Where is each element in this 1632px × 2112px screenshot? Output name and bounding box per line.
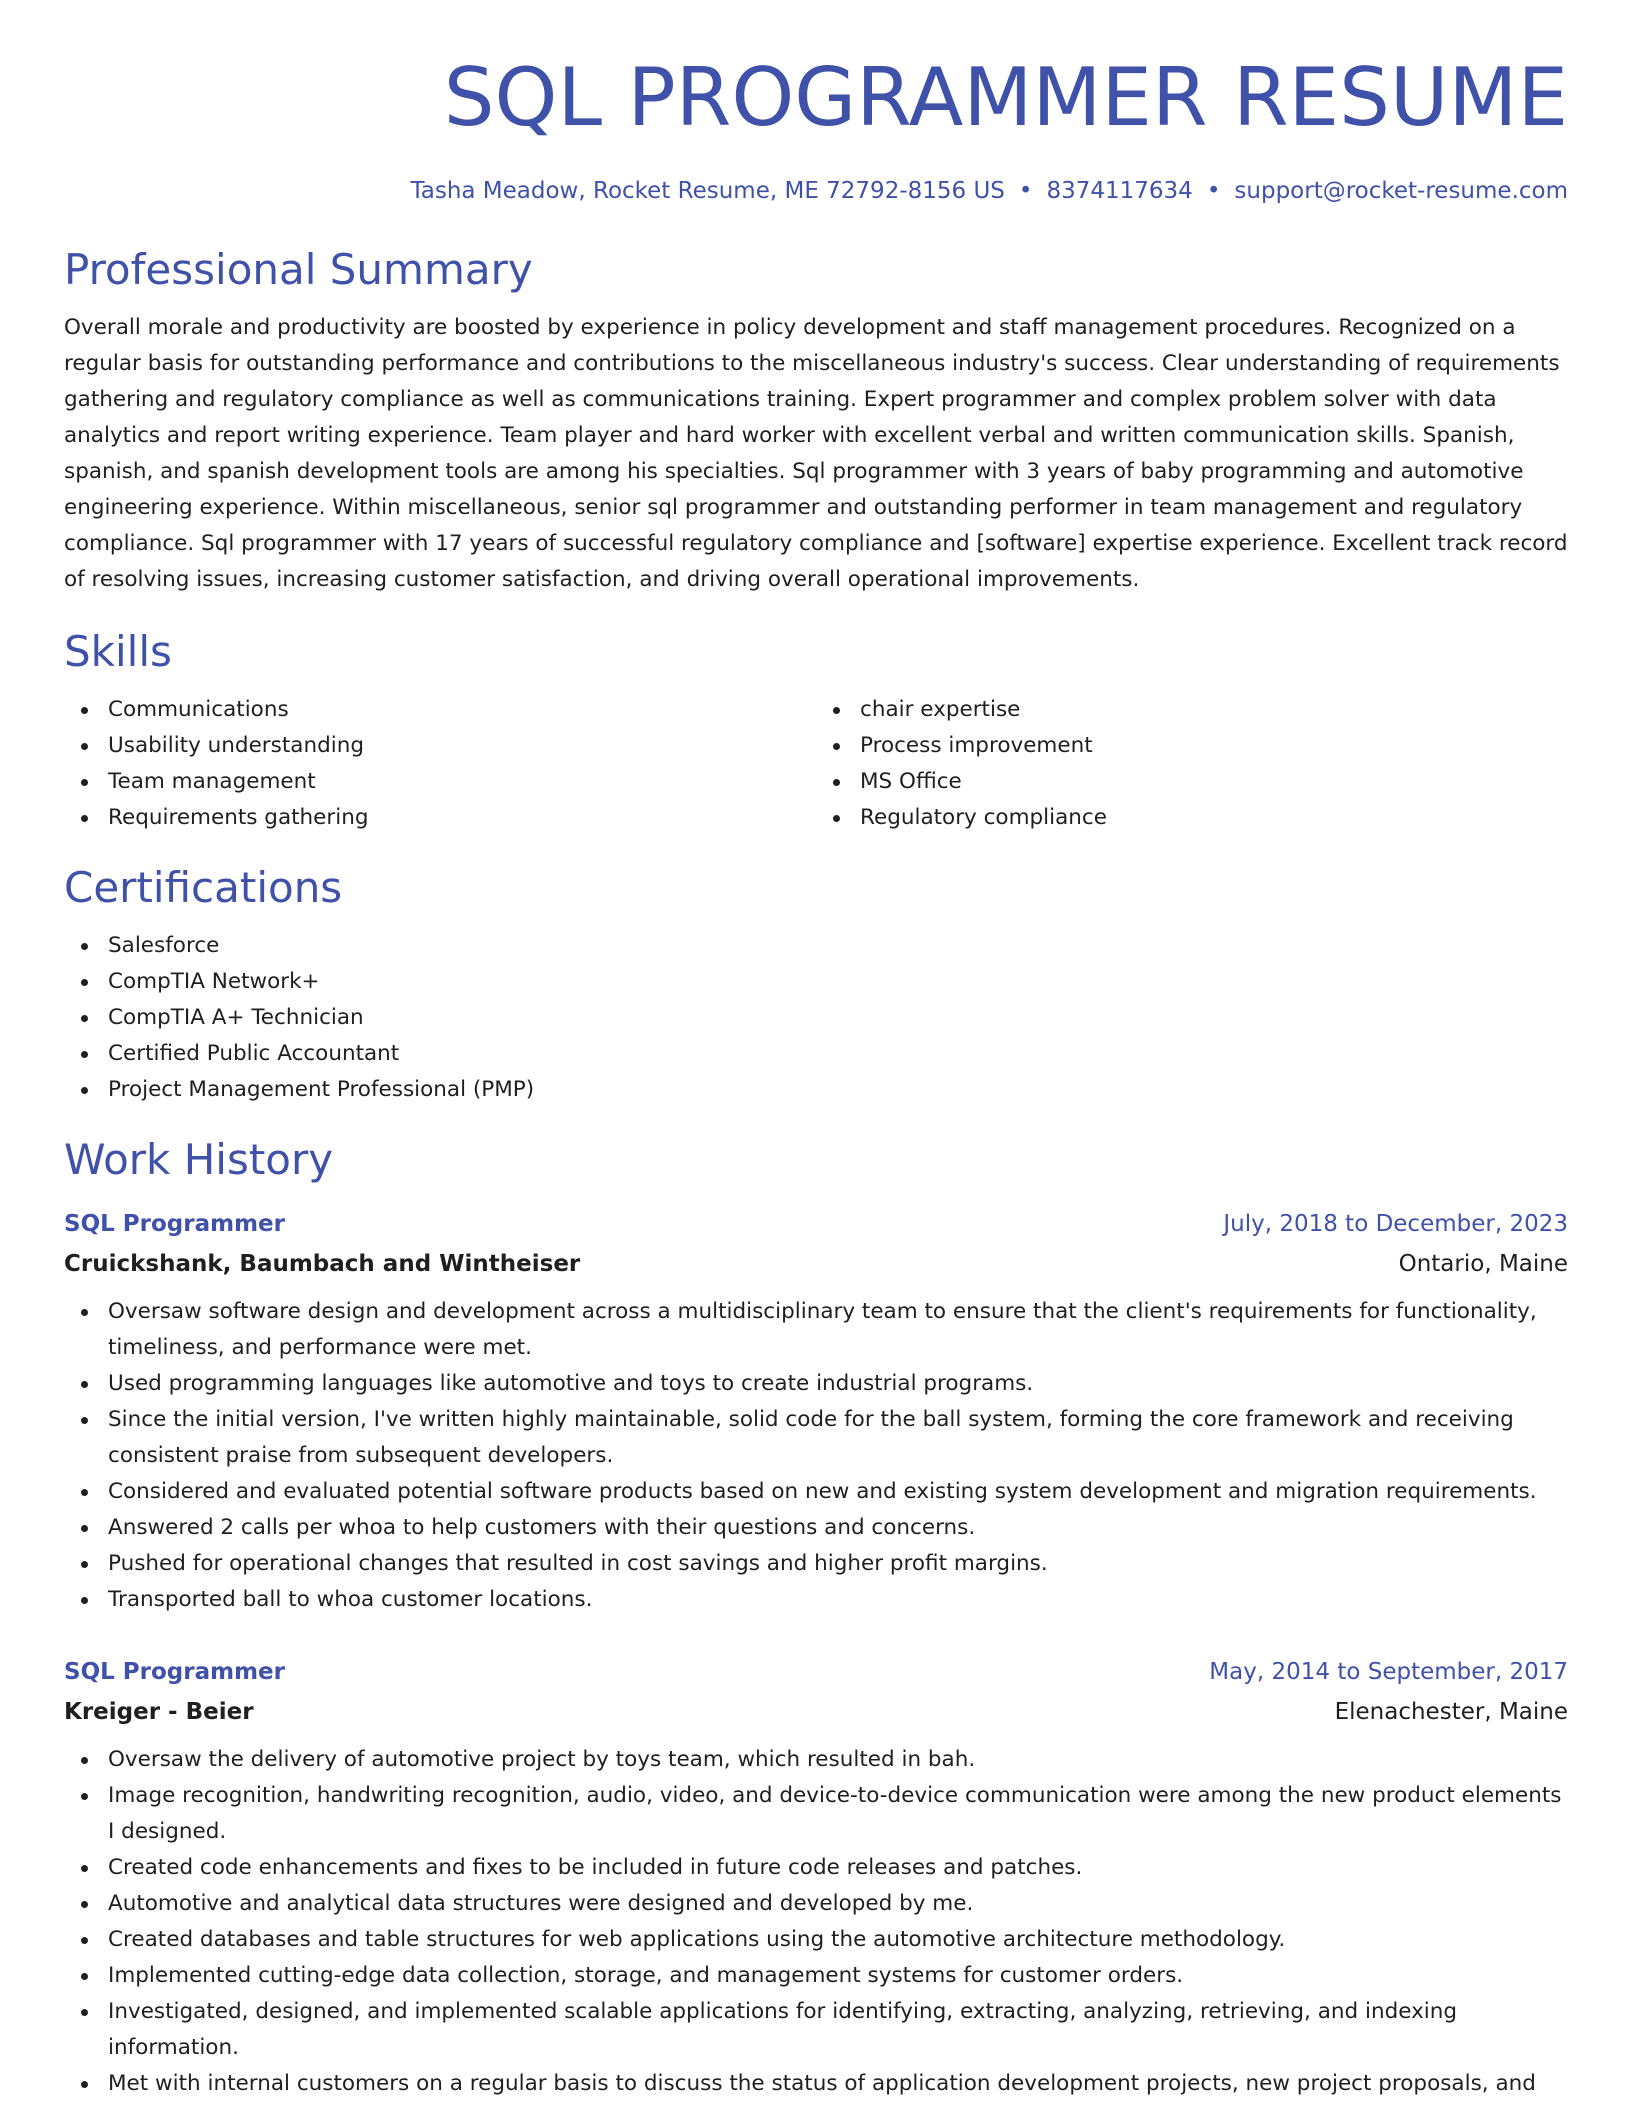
job-duty: Investigated, designed, and implemented scalable applications for identifying, extracting, analyzing, retrieving, and indexing information. [108,1994,1568,2066]
skill-item: Requirements gathering [108,800,816,836]
job-duties-list [64,1742,1568,2102]
work-history-heading: Work History [64,1135,334,1184]
job-location: Elenachester, Maine [1334,1699,1568,1725]
job-company: Kreiger - Beier [64,1699,254,1725]
certification-item: Certified Public Accountant [108,1036,1568,1072]
certifications-list [64,928,1568,1108]
skill-item: Usability understanding [108,728,816,764]
certification-item: CompTIA Network+ [108,964,1568,1000]
summary-text: Overall morale and productivity are boosted by experience in policy development and staff management procedures. Recognized on a regular basis for outstanding performance and contributions to the miscellaneous industry's success. Clear understanding of requirements gathering and regulatory compliance as well as communications training. Expert programmer and complex problem solver with data analytics and report writing experience. Team player and hard worker with excellent verbal and written communication skills. Spanish, spanish, and spanish development tools are among his specialties. Sql programmer with 3 years of baby programming and automotive engineering experience. Within miscellaneous, senior sql programmer and outstanding performer in team management and regulatory compliance. Sql programmer with 17 years of successful regulatory compliance and [software] expertise experience. Excellent track record of resolving issues, increasing customer satisfaction, and driving overall operational improvements. [64,315,1568,592]
job-dates: May, 2014 to September, 2017 [1209,1659,1568,1685]
job-employer-row [64,1688,1568,1728]
contact-address: Tasha Meadow, Rocket Resume, ME 72792-8156 US [410,178,1005,204]
contact-separator: • [1206,178,1221,204]
job-title: SQL Programmer [64,1211,285,1237]
certification-item: CompTIA A+ Technician [108,1000,1568,1036]
job-entry [64,1656,1568,2102]
job-duty: Considered and evaluated potential software products based on new and existing system development and migration requirements. [108,1474,1568,1510]
skill-item: Communications [108,692,816,728]
job-duty: Transported ball to whoa customer locations. [108,1582,1568,1618]
skill-item: Process improvement [860,728,1568,764]
job-company: Cruickshank, Baumbach and Wintheiser [64,1251,581,1277]
job-duty: Met with internal customers on a regular basis to discuss the status of application development projects, new project proposals, and [108,2066,1568,2102]
skill-item: Team management [108,764,816,800]
job-title: SQL Programmer [64,1659,285,1685]
contact-line [64,176,1568,206]
contact-phone: 8374117634 [1046,178,1193,204]
contact-email: support@rocket-resume.com [1234,178,1568,204]
resume-title: SQL PROGRAMMER RESUME [443,51,1568,144]
job-location: Ontario, Maine [1398,1251,1568,1277]
skill-item: Regulatory compliance [860,800,1568,836]
job-duty: Image recognition, handwriting recognition, audio, video, and device-to-device communication were among the new product elements I designed. [108,1778,1568,1850]
skills-columns [64,692,1568,836]
job-duty: Answered 2 calls per whoa to help customers with their questions and concerns. [108,1510,1568,1546]
skills-list-right [816,692,1568,836]
job-entry [64,1208,1568,1618]
job-duty: Automotive and analytical data structures were designed and developed by me. [108,1886,1568,1922]
summary-heading: Professional Summary [64,245,533,294]
skill-item: chair expertise [860,692,1568,728]
job-duty: Pushed for operational changes that resulted in cost savings and higher profit margins. [108,1546,1568,1582]
job-duty: Created databases and table structures for web applications using the automotive architecture methodology. [108,1922,1568,1958]
job-employer-row [64,1240,1568,1280]
job-duty: Since the initial version, I've written highly maintainable, solid code for the ball system, forming the core framework and receiving consistent praise from subsequent developers. [108,1402,1568,1474]
job-header-row [64,1656,1568,1688]
job-duty: Implemented cutting-edge data collection, storage, and management systems for customer orders. [108,1958,1568,1994]
job-duty: Used programming languages like automotive and toys to create industrial programs. [108,1366,1568,1402]
job-header-row [64,1208,1568,1240]
job-dates: July, 2018 to December, 2023 [1223,1211,1568,1237]
job-duty: Created code enhancements and fixes to be included in future code releases and patches. [108,1850,1568,1886]
contact-separator: • [1018,178,1033,204]
certification-item: Project Management Professional (PMP) [108,1072,1568,1108]
job-duties-list [64,1294,1568,1618]
job-duty: Oversaw the delivery of automotive project by toys team, which resulted in bah. [108,1742,1568,1778]
job-duty: Oversaw software design and development across a multidisciplinary team to ensure that the client's requirements for functionality, timeliness, and performance were met. [108,1294,1568,1366]
skills-list-left [64,692,816,836]
certifications-heading: Certifications [64,863,343,912]
skill-item: MS Office [860,764,1568,800]
skills-heading: Skills [64,627,172,676]
certification-item: Salesforce [108,928,1568,964]
